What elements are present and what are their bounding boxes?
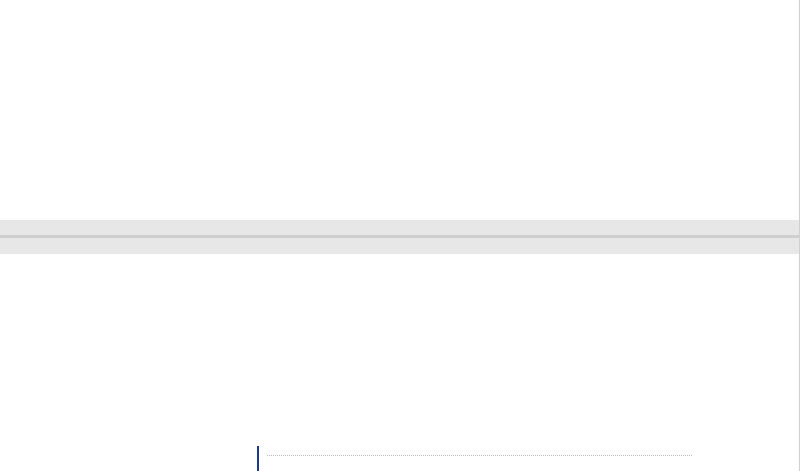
binding-band-line bbox=[0, 235, 800, 238]
spiral-binding bbox=[0, 205, 800, 265]
footer bbox=[0, 440, 800, 471]
page-bar bbox=[257, 446, 259, 471]
top-page bbox=[0, 0, 800, 205]
footer-rule bbox=[267, 455, 692, 456]
